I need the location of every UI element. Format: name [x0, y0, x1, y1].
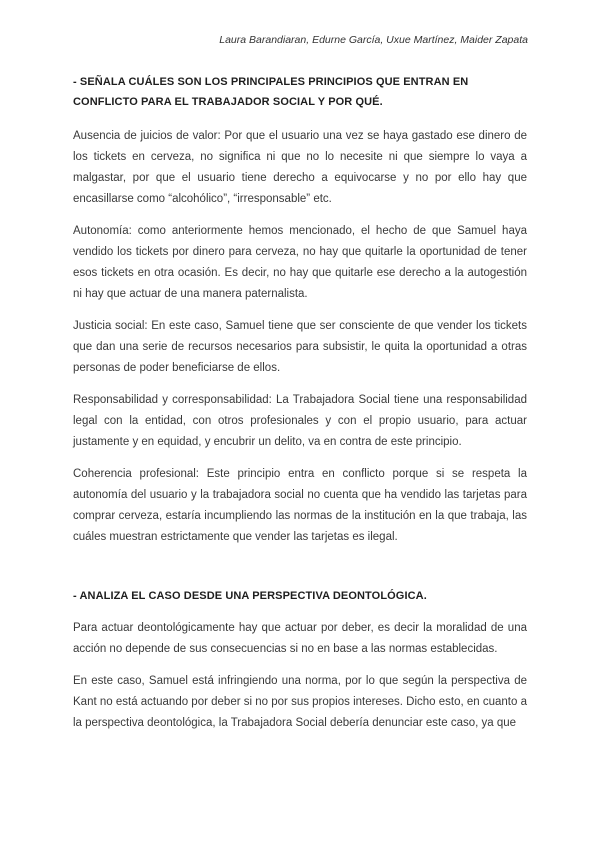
paragraph-caso-samuel: En este caso, Samuel está infringiendo una norma, por lo que según la perspectiva de Kant no está actuando por deber si no por sus propios intereses. Dicho esto, en cuanto a la perspectiva deontológica, la Trabajadora Social debería denunciar este caso, ya que	[73, 675, 527, 729]
section-heading-principles: - SEÑALA CUÁLES SON LOS PRINCIPALES PRINCIPIOS QUE ENTRAN EN CONFLICTO PARA EL TRABAJADOR SOCIAL Y POR QUÉ.	[73, 76, 469, 108]
paragraph-deontologia-definicion: Para actuar deontológicamente hay que actuar por deber, es decir la moralidad de una acción no depende de sus consecuencias si no en base a las normas establecidas.	[73, 622, 527, 655]
paragraph-autonomia: Autonomía: como anteriormente hemos mencionado, el hecho de que Samuel haya vendido los tickets por dinero para cerveza, no hay que quitarle la oportunidad de tener esos tickets en otra ocasión. Es decir, no hay que quitarle ese derecho a la autogestión ni hay que actuar de una manera paternalista.	[73, 225, 527, 300]
author-header: Laura Barandiaran, Edurne García, Uxue Martínez, Maider Zapata	[219, 34, 528, 46]
section-heading-deontologica: - ANALIZA EL CASO DESDE UNA PERSPECTIVA DEONTOLÓGICA.	[73, 590, 427, 602]
document-content	[73, 72, 527, 745]
paragraph-justicia-social: Justicia social: En este caso, Samuel tiene que ser consciente de que vender los tickets que dan una serie de recursos necesarios para subsistir, le quita la oportunidad a otras personas de poder beneficiarse de ellos.	[73, 320, 527, 374]
paragraph-juicios-de-valor: Ausencia de juicios de valor: Por que el usuario una vez se haya gastado ese dinero de los tickets en cerveza, no significa ni que no lo necesite ni que siempre lo vaya a malgastar, por que el usuario tiene derecho a equivocarse y no por ello hay que encasillarse como “alcohólico”, “irresponsable” etc.	[73, 130, 527, 205]
paragraph-coherencia-profesional: Coherencia profesional: Este principio entra en conflicto porque si se respeta la autonomía del usuario y la trabajadora social no cuenta que ha vendido las tarjetas para comprar cerveza, estaría incumpliendo las normas de la institución en la que trabaja, las cuáles muestran estrictamente que vender las tarjetas es ilegal.	[73, 468, 527, 543]
paragraph-responsabilidad: Responsabilidad y corresponsabilidad: La Trabajadora Social tiene una responsabilidad legal con la entidad, con otros profesionales y con el propio usuario, para actuar justamente y en equidad, y encubrir un delito, va en contra de este principio.	[73, 394, 527, 448]
